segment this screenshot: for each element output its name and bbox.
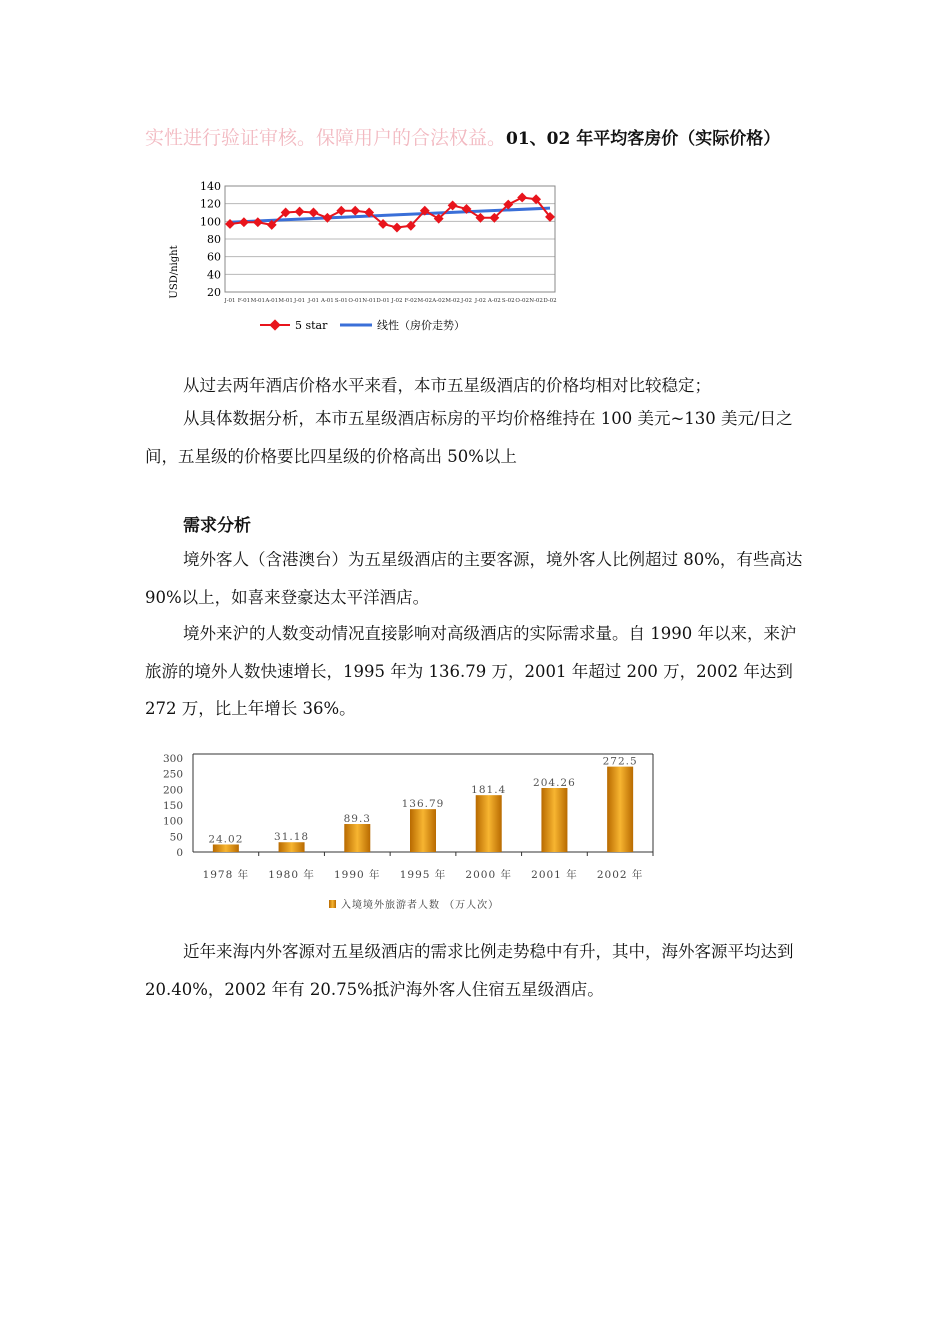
chart2-xtick: 1995 年 [399, 869, 447, 881]
chart1-ytick: 100 [200, 215, 221, 229]
chart1-legend [260, 318, 465, 332]
chart2-legend-label: 入境境外旅游者人数 （万人次） [341, 900, 500, 911]
chart1-point [517, 193, 527, 203]
chart2-ytick: 50 [169, 831, 183, 844]
chart1-xtick: D-01 [376, 298, 390, 304]
section-title-demand: 需求分析 [183, 516, 251, 536]
chart2-xtick: 1978 年 [202, 869, 250, 881]
chart1-xtick: J-01 [307, 298, 320, 304]
chart2-xtick: 2001 年 [531, 869, 578, 881]
chart1-point [253, 217, 263, 227]
chart1-legend-5star: 5 star [295, 319, 328, 332]
chart1-xtick: O-01 [348, 298, 363, 304]
paragraph-5: 近年来海内外客源对五星级酒店的需求比例走势稳中有升，其中，海外客源平均达到 20.40%，2002 年有 20.75%抵沪海外客人住宿五星级酒店。 [145, 942, 794, 999]
chart1-series-line [230, 197, 550, 227]
chart2-data-label: 136.79 [401, 798, 445, 811]
chart2-data-label: 89.3 [343, 813, 371, 826]
chart1-xtick: J-01 [224, 298, 236, 304]
chart1-ytick: 20 [207, 286, 221, 299]
chart2-ytick: 300 [162, 753, 183, 765]
chart2-ytick: 150 [162, 800, 183, 812]
chart1-legend-trend: 线性（房价走势） [377, 319, 465, 332]
chart2-xtick: 1990 年 [334, 869, 381, 881]
chart1-point [239, 217, 249, 227]
chart1-ytick: 60 [207, 250, 221, 264]
chart2-ytick: 200 [162, 784, 183, 797]
chart1-xtick: O-02 [515, 298, 529, 304]
chart2-data-label: 24.02 [208, 833, 244, 846]
chart2-data-label: 272.5 [602, 755, 638, 768]
chart1-xtick: F-02 [404, 298, 418, 304]
chart1-xtick: F-01 [237, 298, 251, 304]
chart1-ytick: 80 [207, 233, 221, 246]
chart1-xtick: A-02 [432, 298, 446, 304]
chart1-xtick: S-01 [334, 298, 348, 304]
chart1-xtick: A-02 [487, 298, 501, 304]
chart2-ytick: 250 [162, 768, 183, 781]
chart2-bar [541, 788, 567, 852]
chart2-data-label: 31.18 [274, 831, 310, 844]
chart1-xtick: J-02 [474, 298, 486, 304]
chart1-ytick: 40 [207, 268, 221, 282]
visitor-bar-chart [155, 748, 665, 923]
chart2-bar [279, 842, 305, 852]
chart1-xtick: N-02 [529, 298, 543, 304]
chart1-xtick: A-01 [265, 298, 279, 304]
paragraph-3: 境外客人（含港澳台）为五星级酒店的主要客源，境外客人比例超过 80%，有些高达 90%以上，如喜来登豪达太平洋酒店。 [145, 550, 803, 607]
chart1-xtick: S-02 [501, 298, 515, 304]
chart2-bar [476, 795, 502, 852]
room-price-line-chart [160, 172, 570, 342]
chart1-xtick: N-01 [362, 298, 376, 304]
chart1-point [336, 206, 346, 216]
chart2-xtick: 2002 年 [596, 869, 644, 881]
chart2-bar [213, 844, 239, 852]
chart2-ytick: 0 [176, 847, 183, 859]
chart1-ytick: 140 [200, 180, 221, 193]
chart1-xtick: A-01 [320, 298, 334, 304]
chart1-xtick: M-01 [250, 298, 266, 304]
chart2-bar [607, 767, 633, 852]
chart2-data-label: 204.26 [533, 776, 576, 789]
chart1-xtick: M-01 [278, 298, 293, 304]
chart1-ylabel: USD/night [169, 245, 180, 299]
chart2-xtick: 2000 年 [465, 869, 512, 881]
chart1-ytick: 120 [200, 197, 221, 211]
chart1-xtick: J-01 [294, 298, 306, 304]
paragraph-4: 境外来沪的人数变动情况直接影响对高级酒店的实际需求量。自 1990 年以来，来沪旅游的境外人数快速增长，1995 年为 136.79 万，2001 年超过 200 万，2002 年达到 272 万，比上年增长 36%。 [145, 624, 797, 718]
chart1-xtick: D-02 [543, 298, 557, 304]
chart2-xtick: 1980 年 [268, 869, 315, 881]
chart1-xtick: J-02 [391, 298, 403, 304]
chart2-bar [344, 824, 370, 852]
chart1-point [225, 219, 235, 229]
chart1-xtick: M-02 [445, 298, 460, 304]
chart1-xtick: J-02 [460, 298, 473, 304]
chart1-title: 01、02 年平均客房价（实际价格） [506, 129, 781, 149]
chart2-ytick: 100 [162, 815, 183, 828]
chart1-point [309, 208, 319, 218]
chart1-xtick: M-02 [417, 298, 433, 304]
chart1-point [392, 223, 402, 233]
chart1-point [295, 207, 305, 217]
chart1-point [350, 206, 360, 216]
paragraph-1: 从过去两年酒店价格水平来看，本市五星级酒店的价格均相对比较稳定； [183, 376, 711, 395]
chart2-legend [329, 898, 499, 911]
chart1-heading [145, 123, 780, 150]
paragraph-2: 从具体数据分析，本市五星级酒店标房的平均价格维持在 100 美元~130 美元/日之间，五星级的价格要比四星级的价格高出 50%以上 [145, 409, 793, 466]
chart2-bar [410, 809, 436, 852]
chart2-data-label: 181.4 [471, 784, 507, 797]
watermark-text: 实性进行验证审核。保障用户的合法权益。 [145, 127, 507, 149]
